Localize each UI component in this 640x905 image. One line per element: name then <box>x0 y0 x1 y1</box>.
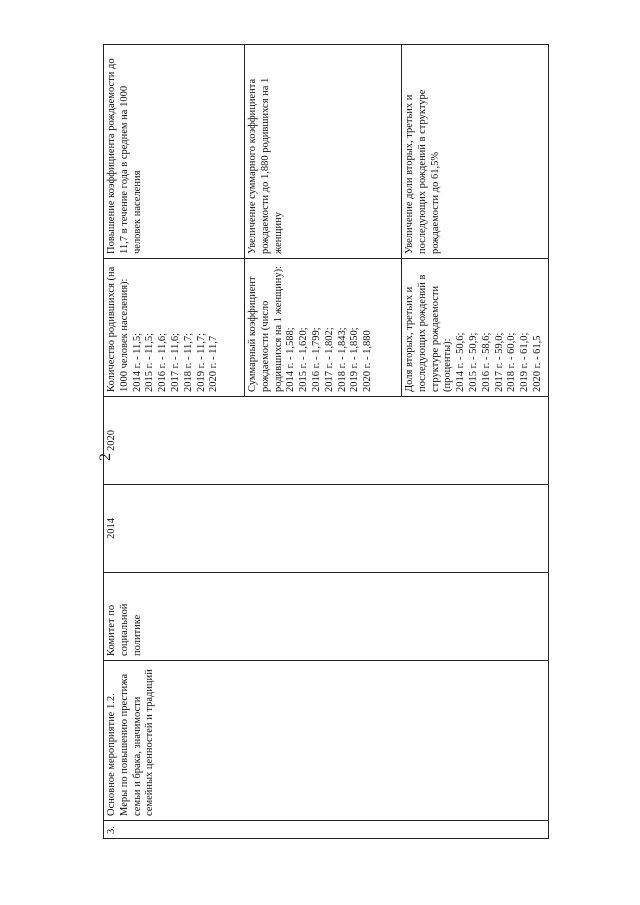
indicator-value: 2015 г. - 11,5; <box>144 332 156 392</box>
indicator-value: 2017 г. - 59,0; <box>493 332 505 392</box>
measure-name: Основное мероприятие 1.2. Меры по повышению престижа семьи и брака, значимости семейных ценностей и традиций <box>104 661 549 821</box>
indicator-value: 2017 г. - 11,6; <box>169 332 181 392</box>
indicator-title: Доля вторых, третьих и последующих рождений в структуре рождаемости (проценты): <box>404 274 454 392</box>
indicator-value: 2020 г. - 11,7 <box>208 335 220 392</box>
year-end: 2020 <box>104 397 549 485</box>
indicator-value: 2016 г. - 11,6; <box>157 332 169 392</box>
indicator-value: 2019 г. - 61,0; <box>519 332 531 392</box>
indicator-value: 2014 г. - 11,5; <box>131 332 143 392</box>
indicator-value: 2016 г. - 1,799; <box>310 327 322 392</box>
indicator-cell <box>104 259 245 397</box>
indicator-value: 2014 г. - 1,588; <box>285 327 297 392</box>
indicator-value: 2019 г. - 1,850; <box>349 327 361 392</box>
indicator-value: 2017 г. - 1,802; <box>323 327 335 392</box>
indicator-value: 2018 г. - 1,843; <box>336 327 348 392</box>
indicator-value: 2016 г. - 58,6; <box>480 332 492 392</box>
measures-table <box>103 44 549 839</box>
indicator-value: 2018 г. - 11,7; <box>182 332 194 392</box>
indicator-value: 2020 г. - 61,5 <box>531 335 543 392</box>
indicator-value: 2015 г. - 50,9; <box>467 332 479 392</box>
result-cell: Повышение коэффициента рождаемости до 11,7 в течение года в среднем на 1000 человек населения <box>104 45 245 259</box>
indicator-title: Количество родившихся (на 1000 человек населения): <box>106 266 130 392</box>
indicator-value: 2019 г. - 11,7; <box>195 332 207 392</box>
executor: Комитет по социальной политике <box>104 573 549 661</box>
rotated-table-wrapper <box>103 44 543 839</box>
row-number: 3. <box>104 821 549 839</box>
indicator-value: 2015 г. - 1,620; <box>298 327 310 392</box>
indicator-cell <box>402 259 549 397</box>
indicator-value: 2020 г. - 1,880 <box>362 330 374 392</box>
indicator-cell <box>245 259 402 397</box>
indicator-value: 2014 г. - 50,6; <box>455 332 467 392</box>
table-row <box>104 45 245 839</box>
indicator-value: 2018 г. - 60,0; <box>506 332 518 392</box>
result-cell: Увеличение суммарного коэффициента рождаемости до 1,880 родившихся на 1 женщину <box>245 45 402 259</box>
page-number: 2 <box>97 453 114 461</box>
year-start: 2014 <box>104 485 549 573</box>
result-cell: Увеличение доли вторых, третьих и последующих рождений в структуре рождаемости до 61,5% <box>402 45 549 259</box>
indicator-title: Суммарный коэффициент рождаемости (число родившихся на 1 женщину): <box>247 265 284 392</box>
